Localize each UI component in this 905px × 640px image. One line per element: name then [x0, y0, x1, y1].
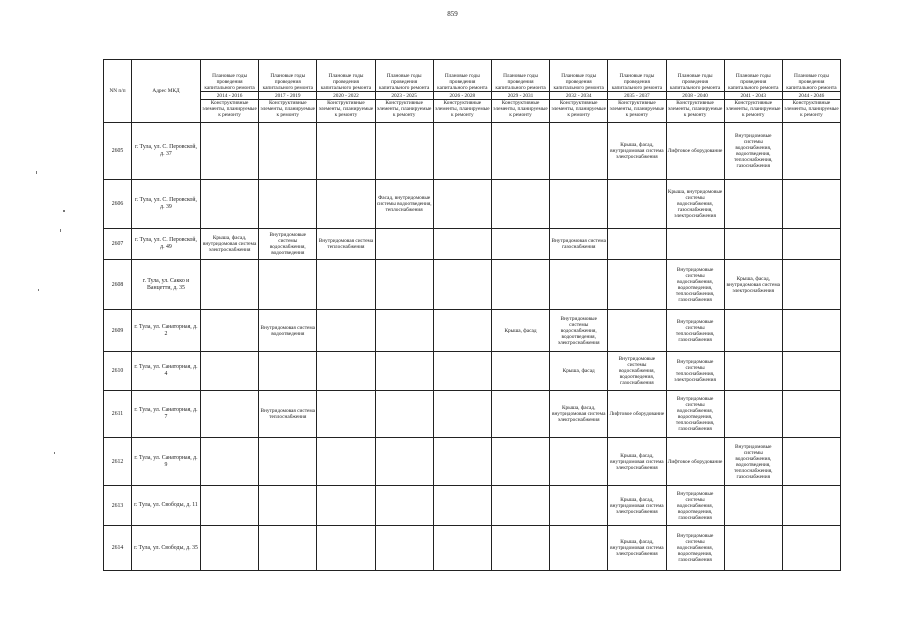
repair-cell: Внутридомовые системы водоснабжения, водоотведения, теплоснабжения, газоснабжения — [724, 123, 782, 180]
repair-cell: Внутридомовые системы теплоснабжения, газоснабжения — [666, 310, 724, 352]
repair-cell — [608, 310, 666, 352]
repair-cell: Крыша, фасад, внутридомовая система электроснабжения — [608, 526, 666, 571]
repair-cell — [782, 229, 840, 260]
repair-cell — [608, 260, 666, 310]
repair-cell — [782, 180, 840, 229]
repair-cell — [724, 180, 782, 229]
repair-cell — [259, 438, 317, 486]
repair-cell — [782, 352, 840, 391]
period-range: 2038 - 2040 — [666, 92, 724, 100]
row-address: г. Тула, ул. Санаторная, д. 2 — [132, 310, 201, 352]
period-range: 2023 - 2025 — [375, 92, 433, 100]
capital-repair-table — [103, 59, 841, 571]
table-row — [104, 526, 841, 571]
repair-cell — [259, 123, 317, 180]
repair-cell — [375, 123, 433, 180]
row-number: 2613 — [104, 486, 132, 526]
table-row — [104, 486, 841, 526]
scan-mark — [63, 210, 65, 212]
row-number: 2610 — [104, 352, 132, 391]
repair-cell — [433, 438, 491, 486]
repair-cell — [201, 352, 259, 391]
repair-cell — [433, 260, 491, 310]
repair-cell — [201, 260, 259, 310]
repair-cell — [782, 438, 840, 486]
period-range: 2029 - 2031 — [491, 92, 549, 100]
repair-cell — [491, 123, 549, 180]
repair-cell — [201, 180, 259, 229]
row-number: 2609 — [104, 310, 132, 352]
row-address: г. Тула, ул. С. Перовской, д. 39 — [132, 180, 201, 229]
row-address: г. Тула, ул. Санаторная, д. 9 — [132, 438, 201, 486]
period-range: 2014 - 2016 — [201, 92, 259, 100]
repair-cell — [608, 229, 666, 260]
address-header: Адрес МКД — [132, 60, 201, 123]
repair-cell — [375, 352, 433, 391]
repair-cell — [375, 310, 433, 352]
repair-cell — [782, 486, 840, 526]
element-header: Конструктивные элементы, планируемые к ремонту — [375, 100, 433, 123]
element-header: Конструктивные элементы, планируемые к ремонту — [608, 100, 666, 123]
repair-cell — [782, 260, 840, 310]
scan-mark — [36, 171, 37, 174]
repair-cell — [317, 260, 375, 310]
repair-cell — [491, 391, 549, 438]
element-header: Конструктивные элементы, планируемые к ремонту — [201, 100, 259, 123]
repair-cell — [433, 391, 491, 438]
repair-cell — [550, 180, 608, 229]
repair-cell — [491, 352, 549, 391]
repair-cell: Внутридомовые системы водоснабжения, водоотведения, газоснабжения — [666, 526, 724, 571]
repair-cell: Внутридомовые системы водоснабжения, водоотведения, газоснабжения — [608, 352, 666, 391]
repair-cell — [317, 180, 375, 229]
row-number: 2606 — [104, 180, 132, 229]
repair-cell — [433, 123, 491, 180]
repair-cell — [550, 260, 608, 310]
repair-cell — [317, 310, 375, 352]
period-range: 2035 - 2037 — [608, 92, 666, 100]
row-number: 2608 — [104, 260, 132, 310]
repair-cell — [375, 260, 433, 310]
element-header: Конструктивные элементы, планируемые к ремонту — [259, 100, 317, 123]
element-header: Конструктивные элементы, планируемые к ремонту — [782, 100, 840, 123]
num-header: NN п/п — [104, 60, 132, 123]
period-range: 2044 - 2046 — [782, 92, 840, 100]
repair-cell — [724, 526, 782, 571]
repair-cell — [259, 352, 317, 391]
repair-cell — [375, 391, 433, 438]
repair-cell — [491, 180, 549, 229]
table-row — [104, 123, 841, 180]
period-header: Плановые годы проведения капитального ремонта — [491, 60, 549, 92]
element-header: Конструктивные элементы, планируемые к ремонту — [666, 100, 724, 123]
repair-cell: Внутридомовая система газоснабжения — [550, 229, 608, 260]
repair-cell — [666, 229, 724, 260]
repair-cell: Внутридомовые системы водоснабжения, водоотведения, газоснабжения — [666, 486, 724, 526]
repair-cell — [782, 391, 840, 438]
repair-cell — [724, 229, 782, 260]
row-number: 2612 — [104, 438, 132, 486]
repair-cell — [201, 526, 259, 571]
repair-cell: Внутридомовые системы водоснабжения, водоотведения, теплоснабжения, газоснабжения — [724, 438, 782, 486]
table-row — [104, 438, 841, 486]
repair-cell: Внутридомовая система теплоснабжения — [317, 229, 375, 260]
repair-cell — [433, 310, 491, 352]
repair-cell — [201, 123, 259, 180]
repair-cell — [259, 180, 317, 229]
repair-cell — [201, 391, 259, 438]
repair-cell: Лифтовое оборудование — [666, 438, 724, 486]
repair-cell — [375, 526, 433, 571]
table-row — [104, 391, 841, 438]
element-header: Конструктивные элементы, планируемые к ремонту — [433, 100, 491, 123]
repair-cell: Крыша, фасад, внутридомовая система электроснабжения — [608, 123, 666, 180]
element-header: Конструктивные элементы, планируемые к ремонту — [491, 100, 549, 123]
repair-cell: Внутридомовые системы водоснабжения, водоотведения — [259, 229, 317, 260]
repair-cell — [259, 526, 317, 571]
repair-cell — [433, 486, 491, 526]
repair-cell — [317, 352, 375, 391]
repair-cell — [724, 486, 782, 526]
period-header: Плановые годы проведения капитального ремонта — [259, 60, 317, 92]
row-address: г. Тула, ул. С. Перовской, д. 37 — [132, 123, 201, 180]
row-address: г. Тула, ул. Санаторная, д. 7 — [132, 391, 201, 438]
repair-cell — [550, 526, 608, 571]
period-range: 2041 - 2043 — [724, 92, 782, 100]
repair-cell — [201, 486, 259, 526]
period-header: Плановые годы проведения капитального ремонта — [201, 60, 259, 92]
repair-cell — [491, 526, 549, 571]
repair-cell — [608, 180, 666, 229]
row-address: г. Тула, ул. Сакко и Ванцетти, д. 35 — [132, 260, 201, 310]
repair-cell: Лифтовое оборудование — [608, 391, 666, 438]
page-number: 859 — [447, 10, 458, 18]
table-row — [104, 229, 841, 260]
repair-cell — [782, 123, 840, 180]
repair-cell: Крыша, фасад — [550, 352, 608, 391]
table-row — [104, 260, 841, 310]
period-range: 2026 - 2028 — [433, 92, 491, 100]
repair-cell — [375, 486, 433, 526]
repair-cell — [724, 310, 782, 352]
repair-cell — [782, 526, 840, 571]
repair-cell — [491, 229, 549, 260]
element-header: Конструктивные элементы, планируемые к ремонту — [550, 100, 608, 123]
repair-cell — [375, 229, 433, 260]
repair-cell — [491, 438, 549, 486]
repair-cell: Крыша, фасад, внутридомовая система электроснабжения — [550, 391, 608, 438]
table-header — [104, 60, 841, 123]
repair-cell — [433, 352, 491, 391]
repair-cell — [201, 438, 259, 486]
repair-cell: Внутридомовые системы водоснабжения, водоотведения, теплоснабжения, газоснабжения — [666, 391, 724, 438]
repair-cell: Крыша, фасад, внутридомовая система электроснабжения — [201, 229, 259, 260]
row-address: г. Тула, ул. Санаторная, д. 4 — [132, 352, 201, 391]
period-header: Плановые годы проведения капитального ремонта — [724, 60, 782, 92]
period-header: Плановые годы проведения капитального ремонта — [608, 60, 666, 92]
repair-cell — [550, 123, 608, 180]
repair-cell: Крыша, фасад — [491, 310, 549, 352]
row-number: 2605 — [104, 123, 132, 180]
period-range: 2032 - 2034 — [550, 92, 608, 100]
row-number: 2611 — [104, 391, 132, 438]
period-header: Плановые годы проведения капитального ремонта — [375, 60, 433, 92]
repair-cell — [724, 352, 782, 391]
row-address: г. Тула, ул. Свободы, д. 35 — [132, 526, 201, 571]
scan-mark — [60, 229, 61, 232]
table-row — [104, 180, 841, 229]
repair-cell: Крыша, фасад, внутридомовая система электроснабжения — [724, 260, 782, 310]
period-header: Плановые годы проведения капитального ремонта — [666, 60, 724, 92]
repair-cell — [375, 438, 433, 486]
repair-cell: Лифтовое оборудование — [666, 123, 724, 180]
repair-cell — [317, 486, 375, 526]
period-header: Плановые годы проведения капитального ремонта — [782, 60, 840, 92]
repair-cell: Крыша, фасад, внутридомовая система электроснабжения — [608, 438, 666, 486]
repair-cell — [550, 438, 608, 486]
repair-cell — [317, 526, 375, 571]
element-header: Конструктивные элементы, планируемые к ремонту — [317, 100, 375, 123]
repair-cell: Внутридомовая система водоотведения — [259, 310, 317, 352]
repair-cell — [317, 438, 375, 486]
repair-cell — [201, 310, 259, 352]
repair-cell — [317, 391, 375, 438]
period-header: Плановые годы проведения капитального ремонта — [433, 60, 491, 92]
repair-cell: Внутридомовые системы водоснабжения, водоотведения, теплоснабжения, газоснабжения — [666, 260, 724, 310]
repair-cell — [259, 486, 317, 526]
table-row — [104, 352, 841, 391]
repair-cell: Внутридомовые системы теплоснабжения, электроснабжения — [666, 352, 724, 391]
row-address: г. Тула, ул. С. Перовской, д. 49 — [132, 229, 201, 260]
row-number: 2607 — [104, 229, 132, 260]
repair-cell: Внутридомовая система теплоснабжения — [259, 391, 317, 438]
period-header: Плановые годы проведения капитального ремонта — [550, 60, 608, 92]
repair-cell — [782, 310, 840, 352]
repair-cell — [433, 526, 491, 571]
repair-cell: Внутридомовые системы водоснабжения, водоотведения, электроснабжения — [550, 310, 608, 352]
scan-mark — [38, 289, 39, 291]
repair-cell — [433, 180, 491, 229]
table-row — [104, 310, 841, 352]
period-range: 2017 - 2019 — [259, 92, 317, 100]
table-body — [104, 123, 841, 571]
scan-mark — [54, 452, 55, 454]
repair-cell — [491, 486, 549, 526]
repair-cell — [317, 123, 375, 180]
repair-cell: Крыша, внутридомовые системы водоснабжения, газоснабжения, электроснабжения — [666, 180, 724, 229]
row-number: 2614 — [104, 526, 132, 571]
repair-cell: Крыша, фасад, внутридомовая система электроснабжения — [608, 486, 666, 526]
row-address: г. Тула, ул. Свободы, д. 11 — [132, 486, 201, 526]
repair-cell: Фасад, внутридомовые системы водоотведения, теплоснабжения — [375, 180, 433, 229]
repair-cell — [259, 260, 317, 310]
repair-cell — [724, 391, 782, 438]
repair-cell — [491, 260, 549, 310]
period-header: Плановые годы проведения капитального ремонта — [317, 60, 375, 92]
repair-cell — [433, 229, 491, 260]
element-header: Конструктивные элементы, планируемые к ремонту — [724, 100, 782, 123]
period-range: 2020 - 2022 — [317, 92, 375, 100]
repair-cell — [550, 486, 608, 526]
